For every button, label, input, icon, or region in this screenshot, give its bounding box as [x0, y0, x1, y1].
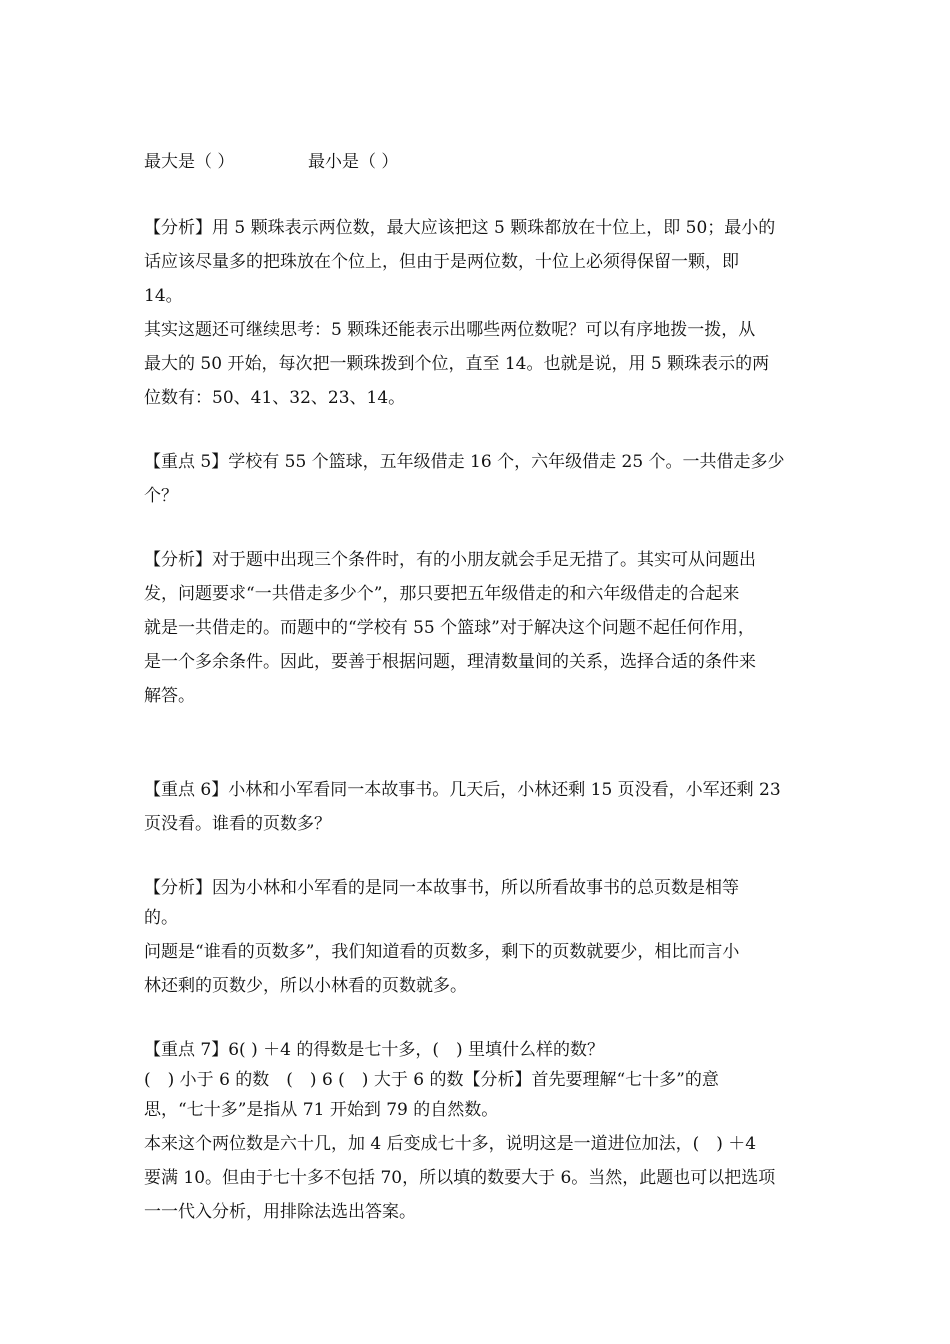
- text-line: 14。: [144, 286, 183, 306]
- text-line: 问题是“谁看的页数多”，我们知道看的页数多，剩下的页数就要少，相比而言小: [144, 942, 740, 962]
- text-line: 最大是（ ）: [144, 152, 235, 172]
- text-line: 思，“七十多”是指从 71 开始到 79 的自然数。: [144, 1100, 499, 1120]
- text-line: 发，问题要求“一共借走多少个”，那只要把五年级借走的和六年级借走的合起来: [144, 584, 740, 604]
- text-line: 是一个多余条件。因此，要善于根据问题，理清数量间的关系，选择合适的条件来: [144, 652, 756, 672]
- analysis-paragraph: 【分析】用 5 颗珠表示两位数，最大应该把这 5 颗珠都放在十位上，即 50；最小的: [144, 218, 776, 238]
- analysis-paragraph: 【分析】因为小林和小军看的是同一本故事书，所以所看故事书的总页数是相等: [144, 878, 739, 898]
- text-line: 页没看。谁看的页数多？: [144, 814, 331, 834]
- analysis-paragraph: 【分析】对于题中出现三个条件时，有的小朋友就会手足无措了。其实可从问题出: [144, 550, 756, 570]
- text-line: 就是一共借走的。而题中的“学校有 55 个篮球”对于解决这个问题不起任何作用，: [144, 618, 755, 638]
- text-line: 的。: [144, 908, 178, 928]
- text-line: 话应该尽量多的把珠放在个位上，但由于是两位数，十位上必须得保留一颗，即: [144, 252, 739, 272]
- text-line: 林还剩的页数少，所以小林看的页数就多。: [144, 976, 467, 996]
- key-point-6: 【重点 6】小林和小军看同一本故事书。几天后，小林还剩 15 页没看，小军还剩 23: [144, 780, 781, 800]
- text-line: 要满 10。但由于七十多不包括 70，所以填的数要大于 6。当然，此题也可以把选项: [144, 1168, 776, 1188]
- text-line: 最小是（ ）: [308, 152, 399, 172]
- text-line: 一一代入分析，用排除法选出答案。: [144, 1202, 416, 1222]
- text-line: 解答。: [144, 686, 195, 706]
- text-line: 本来这个两位数是六十几，加 4 后变成七十多，说明这是一道进位加法，( ) ＋4: [144, 1134, 757, 1154]
- text-line: 个？: [144, 486, 178, 506]
- key-point-5: 【重点 5】学校有 55 个篮球，五年级借走 16 个，六年级借走 25 个。一共借走多少: [144, 452, 785, 472]
- text-line: ( ) 小于 6 的数 ( ) 6 ( ) 大于 6 的数【分析】首先要理解“七十多”的意: [144, 1070, 719, 1090]
- text-line: 位数有：50、41、32、23、14。: [144, 388, 406, 408]
- text-line: 最大的 50 开始，每次把一颗珠拨到个位，直至 14。也就是说，用 5 颗珠表示的两: [144, 354, 770, 374]
- key-point-7: 【重点 7】6( ) ＋4 的得数是七十多，( ) 里填什么样的数？: [144, 1040, 604, 1060]
- text-line: 其实这题还可继续思考：5 颗珠还能表示出哪些两位数呢？可以有序地拨一拨，从: [144, 320, 756, 340]
